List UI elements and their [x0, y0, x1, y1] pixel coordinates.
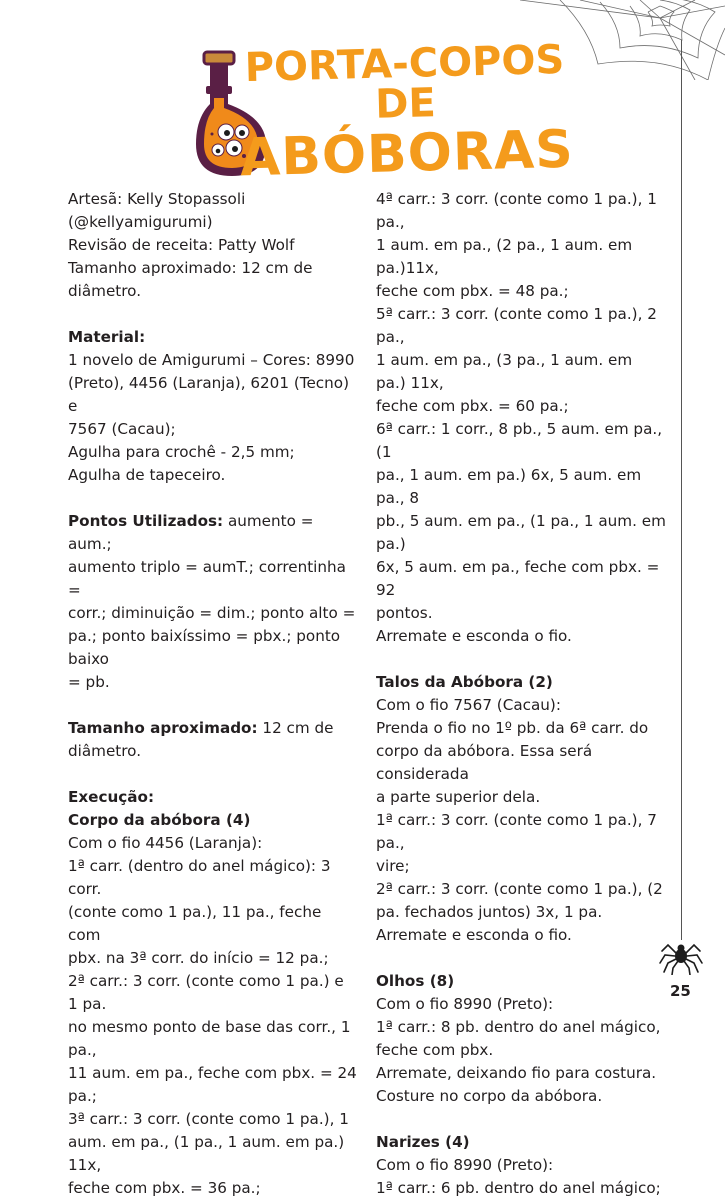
- spider-thread: [681, 40, 682, 940]
- tamanho-first-line: 12 cm de: [257, 719, 334, 737]
- corpo-heading: Corpo da abóbora (4): [68, 811, 251, 829]
- talos-line: a parte superior dela.: [376, 788, 541, 806]
- olhos-heading: Olhos (8): [376, 972, 455, 990]
- title-line-2: ABÓBORAS: [239, 119, 575, 189]
- execucao-line: no mesmo ponto de base das corr., 1 pa.,: [68, 1018, 351, 1059]
- pontos-first-line: aumento = aum.;: [68, 512, 314, 553]
- corpo-line: 5ª carr.: 3 corr. (conte como 1 pa.), 2 pa.,: [376, 305, 657, 346]
- material-line: 1 novelo de Amigurumi – Cores: 8990: [68, 351, 355, 369]
- narizes-heading: Narizes (4): [376, 1133, 470, 1151]
- talos-heading: Talos da Abóbora (2): [376, 673, 553, 691]
- corpo-line: 1 aum. em pa., (2 pa., 1 aum. em pa.)11x,: [376, 236, 633, 277]
- corpo-line: pa., 1 aum. em pa.) 6x, 5 aum. em pa., 8: [376, 466, 642, 507]
- pontos-heading: Pontos Utilizados:: [68, 512, 224, 530]
- material-line: (Preto), 4456 (Laranja), 6201 (Tecno) e: [68, 374, 349, 415]
- execucao-line: Com o fio 4456 (Laranja):: [68, 834, 263, 852]
- talos-line: vire;: [376, 857, 410, 875]
- intro-line: diâmetro.: [68, 282, 142, 300]
- pontos-line: aumento triplo = aumT.; correntinha =: [68, 558, 346, 599]
- intro-line: Revisão de receita: Patty Wolf: [68, 236, 295, 254]
- olhos-line: feche com pbx.: [376, 1041, 494, 1059]
- title-line-1: PORTA-COPOS DE: [244, 36, 565, 128]
- material-line: Agulha para crochê - 2,5 mm;: [68, 443, 295, 461]
- pontos-line: corr.; diminuição = dim.; ponto alto =: [68, 604, 356, 622]
- talos-line: 2ª carr.: 3 corr. (conte como 1 pa.), (2: [376, 880, 663, 898]
- execucao-line: 2ª carr.: 3 corr. (conte como 1 pa.) e 1 pa.: [68, 972, 344, 1013]
- corpo-line: Arremate e esconda o fio.: [376, 627, 572, 645]
- talos-line: Arremate e esconda o fio.: [376, 926, 572, 944]
- intro-line: (@kellyamigurumi): [68, 213, 213, 231]
- olhos-line: 1ª carr.: 8 pb. dentro do anel mágico,: [376, 1018, 661, 1036]
- left-column: [68, 188, 358, 1200]
- corpo-line: 1 aum. em pa., (3 pa., 1 aum. em pa.) 11x,: [376, 351, 633, 392]
- corpo-line: feche com pbx. = 60 pa.;: [376, 397, 569, 415]
- narizes-line: Com o fio 8990 (Preto):: [376, 1156, 554, 1174]
- execucao-line: feche com pbx. = 36 pa.;: [68, 1179, 261, 1197]
- corpo-line: 6ª carr.: 1 corr., 8 pb., 5 aum. em pa., (1: [376, 420, 663, 461]
- execucao-line: aum. em pa., (1 pa., 1 aum. em pa.) 11x,: [68, 1133, 345, 1174]
- olhos-line: Costure no corpo da abóbora.: [376, 1087, 603, 1105]
- corpo-line: 6x, 5 aum. em pa., feche com pbx. = 92: [376, 558, 660, 599]
- right-column: [376, 188, 666, 1200]
- corpo-line: pb., 5 aum. em pa., (1 pa., 1 aum. em pa.): [376, 512, 666, 553]
- narizes-line: 1ª carr.: 6 pb. dentro do anel mágico;: [376, 1179, 661, 1197]
- tamanho-heading: Tamanho aproximado:: [68, 719, 258, 737]
- execucao-line: 11 aum. em pa., feche com pbx. = 24 pa.;: [68, 1064, 357, 1105]
- intro-line: Tamanho aproximado: 12 cm de: [68, 259, 313, 277]
- execucao-heading: Execução:: [68, 788, 155, 806]
- corpo-line: 4ª carr.: 3 corr. (conte como 1 pa.), 1 pa.,: [376, 190, 657, 231]
- page-title: [239, 36, 575, 189]
- material-heading: Material:: [68, 328, 146, 346]
- material-line: Agulha de tapeceiro.: [68, 466, 226, 484]
- pontos-line: pa.; ponto baixíssimo = pbx.; ponto baixo: [68, 627, 341, 668]
- execucao-line: 1ª carr. (dentro do anel mágico): 3 corr.: [68, 857, 331, 898]
- pontos-line: = pb.: [68, 673, 110, 691]
- corpo-line: feche com pbx. = 48 pa.;: [376, 282, 569, 300]
- intro-line: Artesã: Kelly Stopassoli: [68, 190, 246, 208]
- page-number: 25: [670, 982, 691, 1000]
- corpo-line: pontos.: [376, 604, 433, 622]
- execucao-line: pbx. na 3ª corr. do início = 12 pa.;: [68, 949, 329, 967]
- execucao-line: (conte como 1 pa.), 11 pa., feche com: [68, 903, 322, 944]
- talos-line: pa. fechados juntos) 3x, 1 pa.: [376, 903, 603, 921]
- execucao-line: 3ª carr.: 3 corr. (conte como 1 pa.), 1: [68, 1110, 349, 1128]
- talos-line: corpo da abóbora. Essa será considerada: [376, 742, 593, 783]
- material-line: 7567 (Cacau);: [68, 420, 176, 438]
- talos-line: 1ª carr.: 3 corr. (conte como 1 pa.), 7 pa.,: [376, 811, 657, 852]
- tamanho-line: diâmetro.: [68, 742, 142, 760]
- talos-line: Com o fio 7567 (Cacau):: [376, 696, 561, 714]
- olhos-line: Arremate, deixando fio para costura.: [376, 1064, 657, 1082]
- talos-line: Prenda o fio no 1º pb. da 6ª carr. do: [376, 719, 649, 737]
- olhos-line: Com o fio 8990 (Preto):: [376, 995, 554, 1013]
